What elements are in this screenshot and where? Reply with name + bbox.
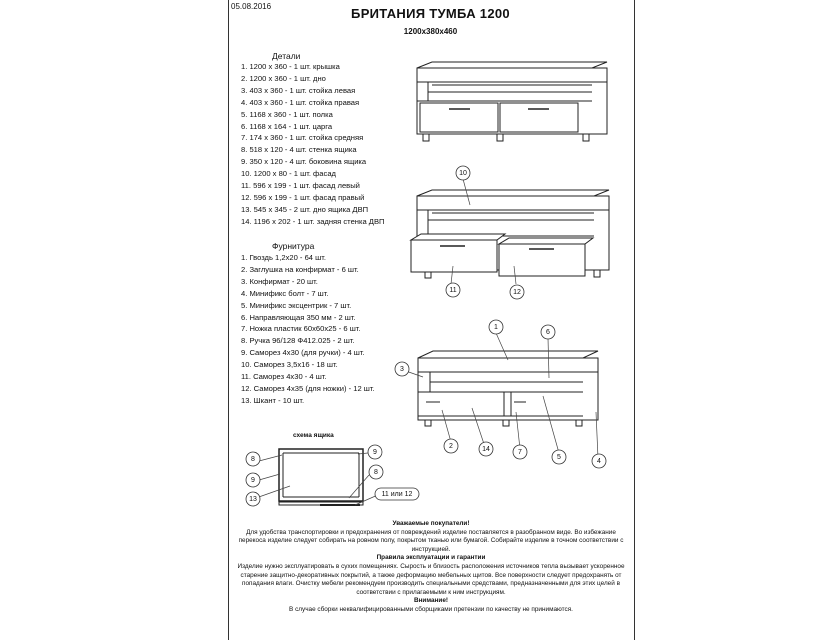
list-item: 8. 518 х 120 - 4 шт. стенка ящика (241, 145, 357, 155)
list-item: 14. 1196 х 202 - 1 шт. задняя стенка ДВП (241, 216, 385, 226)
list-item: 6. 1168 х 164 - 1 шт. царга (241, 121, 333, 131)
page-title: БРИТАНИЯ ТУМБА 1200 (351, 6, 510, 21)
notice-paragraph: В случае сборки неквалифицированными сборщиками претензии по качеству не принимаются. (289, 605, 573, 613)
list-item: 8. Ручка 96/128 Ф412.025 - 2 шт. (241, 336, 355, 346)
notice-greeting: Уважаемые покупатели! (392, 520, 470, 527)
details-heading: Детали (272, 51, 301, 61)
list-item: 10. 1200 х 80 - 1 шт. фасад (241, 169, 336, 179)
list-item: 5. 1168 х 360 - 1 шт. полка (241, 109, 333, 119)
cabinet-assembled-drawing (417, 62, 607, 141)
list-item: 12. 596 х 199 - 1 шт. фасад правый (241, 192, 365, 202)
list-item: 5. Минификс эксцентрик - 7 шт. (241, 300, 352, 310)
list-item: 3. 403 х 360 - 1 шт. стойка левая (241, 85, 356, 95)
attention-heading: Внимание! (413, 597, 449, 605)
callout-label: 3 (400, 365, 404, 373)
list-item: 6. Направляющая 350 мм - 2 шт. (241, 312, 356, 322)
callout-label: 11 или 12 (381, 490, 413, 498)
callout-label: 11 (449, 286, 457, 294)
print-date: 05.08.2016 (231, 2, 272, 11)
callout-label: 8 (251, 455, 255, 463)
callout-label: 9 (251, 476, 255, 484)
list-item: 7. 174 х 360 - 1 шт. стойка средняя (241, 133, 364, 143)
callout-label: 13 (249, 495, 257, 503)
notice-paragraph: Для удобства транспортировки и предохранения от повреждений изделие поставляется в разобранном виде. Во избежание перекоса изделие следует собирать на ровном полу, покрытом тканью или бумагой. Собирайте изделие в точном соответствии с инструкцией. (238, 528, 624, 553)
list-item: 3. Конфирмат - 20 шт. (241, 276, 318, 286)
cabinet-drawers-drawing (411, 190, 609, 278)
callout-label: 5 (557, 453, 561, 461)
list-item: 4. Минификс болт - 7 шт. (241, 288, 329, 298)
list-item: 11. 596 х 199 - 1 шт. фасад левый (241, 181, 360, 191)
list-item: 13. 545 х 345 - 2 шт. дно ящика ДВП (241, 204, 369, 214)
callout-label: 1 (494, 323, 498, 331)
callout-label: 7 (518, 448, 522, 456)
list-item: 1. 1200 х 360 - 1 шт. крышка (241, 62, 340, 71)
callout-label: 10 (459, 169, 467, 177)
hardware-heading: Фурнитура (272, 241, 315, 251)
list-item: 7. Ножка пластик 60х60х25 - 6 шт. (241, 324, 361, 334)
callout-label: 4 (597, 457, 601, 465)
list-item: 1. Гвоздь 1,2х20 - 64 шт. (241, 253, 326, 262)
callout-label: 12 (513, 288, 521, 296)
customer-notice (232, 520, 630, 615)
callout-label: 8 (374, 468, 378, 476)
cabinet-frame-drawing (418, 351, 598, 426)
callout-label: 14 (482, 445, 490, 453)
product-dimensions: 1200х380х460 (403, 27, 458, 36)
list-item: 13. Шкант - 10 шт. (241, 395, 305, 405)
callout-label: 2 (449, 442, 453, 450)
callout-label: 6 (546, 328, 550, 336)
list-item: 11. Саморез 4х30 - 4 шт. (241, 372, 327, 382)
list-item: 2. 1200 х 360 - 1 шт. дно (241, 73, 326, 83)
list-item: 9. Саморез 4х30 (для ручки) - 4 шт. (241, 348, 365, 358)
list-item: 12. Саморез 4х35 (для ножки) - 12 шт. (241, 383, 375, 393)
rules-heading: Правила эксплуатации и гарантии (376, 554, 486, 562)
list-item: 9. 350 х 120 - 4 шт. боковина ящика (241, 157, 367, 167)
list-item: 2. Заглушка на конфирмат - 6 шт. (241, 264, 359, 274)
list-item: 4. 403 х 360 - 1 шт. стойка правая (241, 97, 360, 107)
callout-label: 9 (373, 448, 377, 456)
list-item: 10. Саморез 3,5х16 - 18 шт. (241, 360, 338, 370)
drawer-scheme-title: схема ящика (293, 432, 334, 439)
notice-paragraph: Изделие нужно эксплуатировать в сухих помещениях. Сырость и близость расположения источников тепла вызывает ускоренное старение защитно-декоративных покрытий, а также деформацию мебельных щитов. Все поверхности следует предохранять от попадания влаги. Очистку мебели рекомендуем производить специальными средствами, предназначенными для этих целей в соответствии с прилагаемыми к ним инструкциям. (237, 562, 625, 596)
